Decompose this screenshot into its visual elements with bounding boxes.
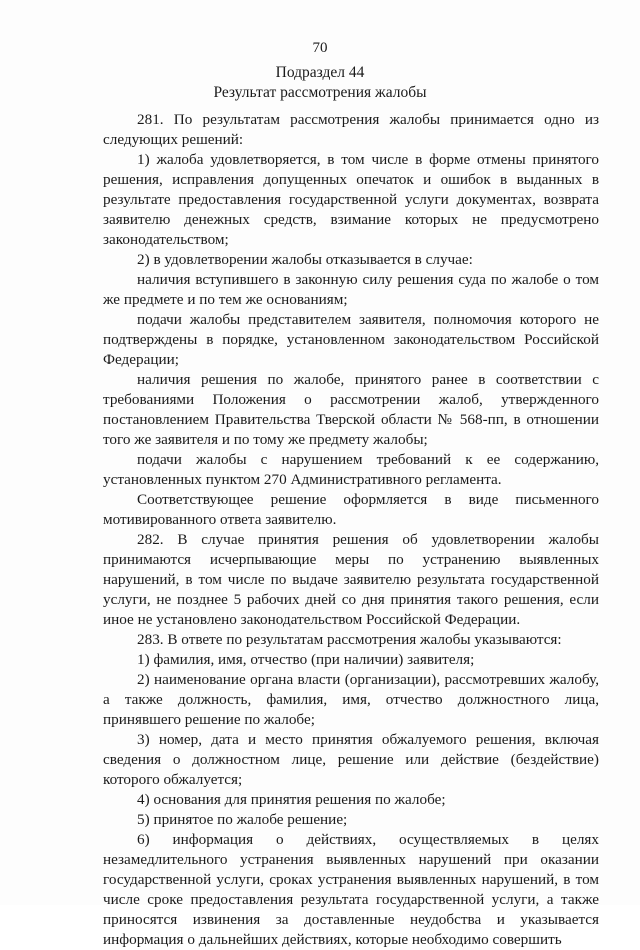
refusal-ground-unconfirmed-representative: подачи жалобы представителем заявителя, полномочия которого не подтверждены в порядке, установленном законодательством Российской Федерации; [103, 311, 599, 368]
paragraph-281-item-1: 1) жалоба удовлетворяется, в том числе в форме отмены принятого решения, исправления допущенных опечаток и ошибок в выданных в результате предоставления государственной услуги документах, возврата заявителю денежных средств, взимание которых не предусмотрено законодательством; [103, 151, 599, 248]
refusal-ground-court-decision: наличия вступившего в законную силу решения суда по жалобе о том же предмете и по тем же основаниям; [103, 271, 599, 308]
refusal-ground-prior-decision: наличия решения по жалобе, принятого ранее в соответствии с требованиями Положения о рассмотрении жалоб, утвержденного постановлением Правительства Тверской области № 568-пп, в отношении того же заявителя и по тому же предмету жалобы; [103, 371, 599, 448]
paragraph-283: 283. В ответе по результатам рассмотрения жалобы указываются: [137, 631, 562, 648]
paragraph-283-item-4: 4) основания для принятия решения по жалобе; [137, 791, 446, 808]
decision-form-paragraph: Соответствующее решение оформляется в виде письменного мотивированного ответа заявителю. [103, 491, 599, 528]
paragraph-283-item-3: 3) номер, дата и место принятия обжалуемого решения, включая сведения о должностном лице, решение или действие (бездействие) которого обжалуется; [103, 731, 599, 788]
paragraph-283-item-6: 6) информация о действиях, осуществляемых в целях незамедлительного устранения выявленных нарушений при оказании государственной услуги, сроках устранения выявленных нарушений, в том числе сроке предоставления результата государственной услуги, а также приносятся извинения за доставленные неудобства и указывается информация о дальнейших действиях, которые необходимо совершить [103, 831, 599, 948]
subsection-title: Результат рассмотрения жалобы [213, 84, 427, 101]
paragraph-283-item-1: 1) фамилия, имя, отчество (при наличии) заявителя; [137, 651, 475, 668]
paragraph-282: 282. В случае принятия решения об удовлетворении жалобы принимаются исчерпывающие меры по устранению выявленных нарушений, в том числе по выдаче заявителю результата государственной услуги, не позднее 5 рабочих дней со дня принятия такого решения, если иное не установлено законодательством Российской Федерации. [103, 531, 599, 628]
paragraph-281: 281. По результатам рассмотрения жалобы принимается одно из следующих решений: [103, 111, 599, 148]
document-body [103, 110, 599, 950]
paragraph-283-item-2: 2) наименование органа власти (организации), рассмотревших жалобу, а также должность, фамилия, имя, отчество должностного лица, принявшего решение по жалобе; [103, 671, 599, 728]
page-number: 70 [312, 40, 328, 56]
paragraph-281-item-2: 2) в удовлетворении жалобы отказывается в случае: [137, 251, 473, 268]
paragraph-283-item-5: 5) принятое по жалобе решение; [137, 811, 348, 828]
subsection-label: Подраздел 44 [275, 64, 365, 81]
refusal-ground-content-violation: подачи жалобы с нарушением требований к ее содержанию, установленных пунктом 270 Административного регламента. [103, 451, 599, 488]
